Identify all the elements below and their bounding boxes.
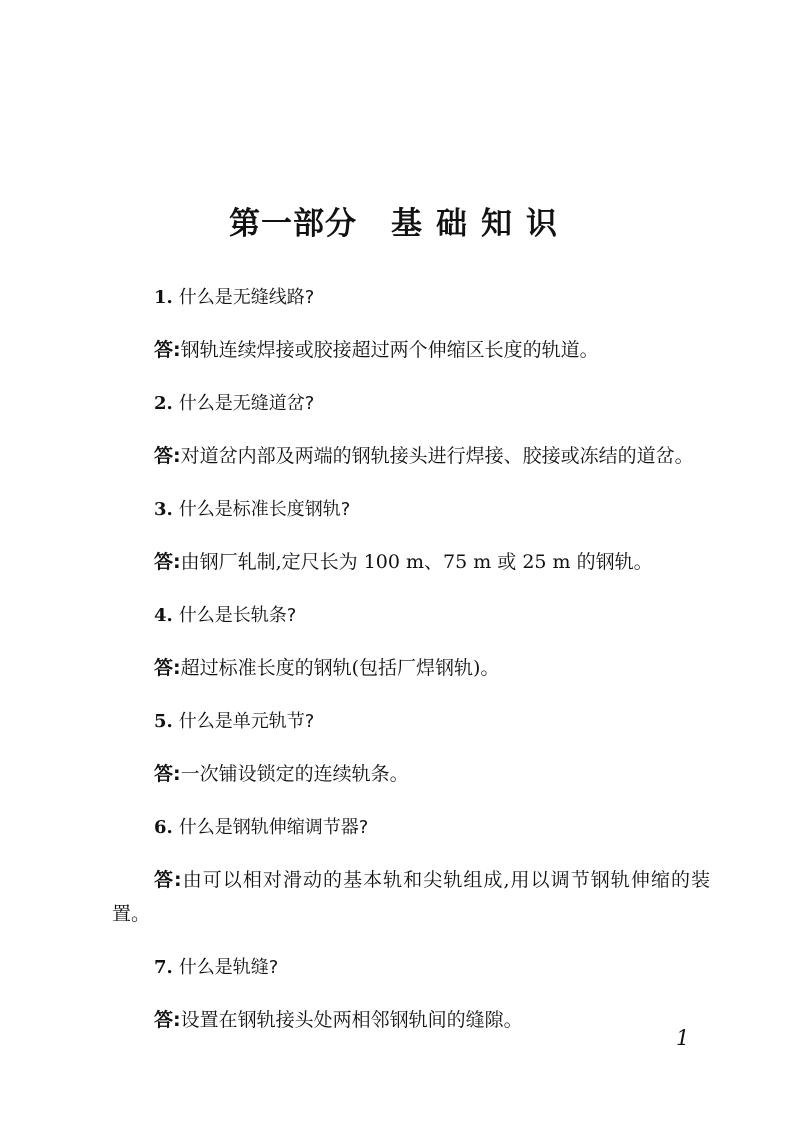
question: 4. 什么是长轨条? xyxy=(154,605,297,626)
answer: 答:钢轨连续焊接或胶接超过两个伸缩区长度的轨道。 xyxy=(154,339,599,361)
page-number: 1 xyxy=(676,1026,690,1050)
title-part-2: 基础知识 xyxy=(391,206,571,242)
answer: 答:超过标准长度的钢轨(包括厂焊钢轨)。 xyxy=(154,657,500,679)
qa-item xyxy=(112,495,710,579)
qa-item xyxy=(112,389,710,473)
question: 3. 什么是标准长度钢轨? xyxy=(154,499,351,520)
qa-item xyxy=(112,813,710,931)
question: 5. 什么是单元轨节? xyxy=(154,711,315,732)
qa-list xyxy=(112,283,710,1059)
page-title xyxy=(0,200,800,248)
qa-item xyxy=(112,707,710,791)
question: 7. 什么是轨缝? xyxy=(154,957,279,978)
qa-item xyxy=(112,283,710,367)
answer: 答:对道岔内部及两端的钢轨接头进行焊接、胶接或冻结的道岔。 xyxy=(154,445,694,467)
question: 2. 什么是无缝道岔? xyxy=(154,393,315,414)
answer: 答:设置在钢轨接头处两相邻钢轨间的缝隙。 xyxy=(154,1009,523,1031)
qa-item xyxy=(112,601,710,685)
answer: 答:由可以相对滑动的基本轨和尖轨组成,用以调节钢轨伸缩的装置。 xyxy=(112,869,710,925)
answer: 答:由钢厂轧制,定尺长为 100 m、75 m 或 25 m 的钢轨。 xyxy=(154,551,653,573)
question: 6. 什么是钢轨伸缩调节器? xyxy=(154,817,369,838)
question: 1. 什么是无缝线路? xyxy=(154,287,315,308)
title-part-1: 第一部分 xyxy=(229,206,357,242)
qa-item xyxy=(112,953,710,1037)
answer: 答:一次铺设锁定的连续轨条。 xyxy=(154,763,409,785)
